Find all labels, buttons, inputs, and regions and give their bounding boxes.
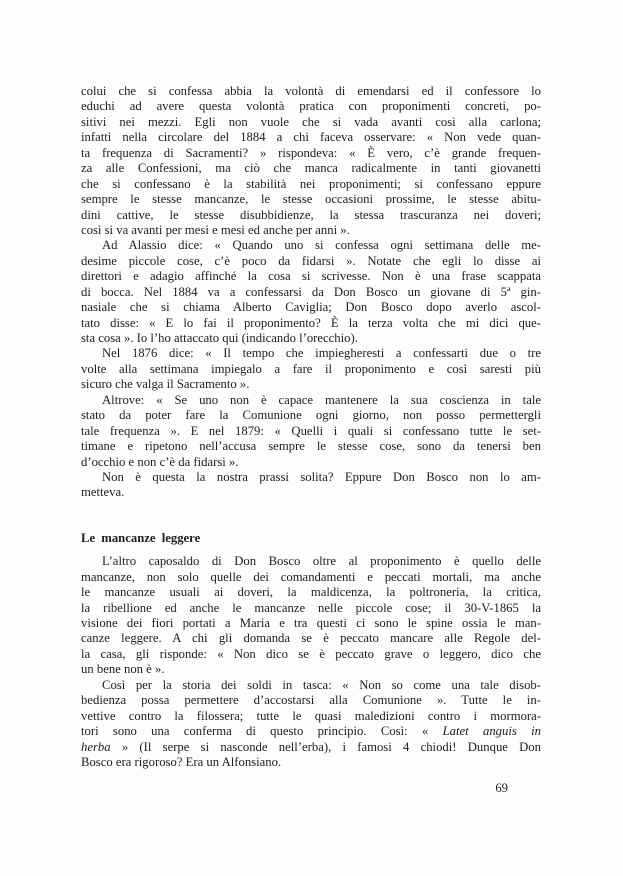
text-line: di bocca. Nel 1884 va a confessarsi da Don Bosco un giovane di 5ª gin- bbox=[81, 284, 541, 299]
text-line: tale frequenza ». E nel 1879: « Quelli i quali si confessano tutte le set- bbox=[81, 423, 541, 438]
text-line: la casa, gli risponde: « Non dico se è peccato grave o leggero, dico che bbox=[81, 646, 541, 661]
text-line: sta cosa ». Io l’ho attaccato qui (indicando l’orecchio). bbox=[81, 331, 358, 345]
text-line: Bosco era rigoroso? Era un Alfonsiano. bbox=[81, 754, 282, 769]
paragraph-6 bbox=[81, 554, 541, 678]
paragraph-1 bbox=[81, 84, 541, 238]
text-line: timane e ripetono nell’accusa sempre le stesse cose, sono da tenersi ben bbox=[81, 439, 541, 454]
text-line: tato disse: « E lo fai il proponimento? È la terza volta che mi dici que- bbox=[81, 315, 541, 330]
text-line: sitivi nei mezzi. Egli non vuole che si vada avanti così alla carlona; bbox=[81, 114, 541, 129]
page-number: 69 bbox=[495, 781, 508, 796]
italic-latin-phrase: Latet anguis in bbox=[442, 724, 541, 739]
text-line: vettive contro la filossera; tutte le quasi maledizioni contro i mormora- bbox=[81, 708, 541, 723]
paragraph-5 bbox=[81, 470, 541, 501]
text-line bbox=[81, 724, 541, 739]
page-content bbox=[81, 84, 541, 797]
text-line: direttori e adagio affinché la cosa si scrivesse. Non è una frase scappata bbox=[81, 269, 541, 284]
text-line: volte alla settimana impiegalo a fare il proponimento e così saresti più bbox=[81, 361, 541, 376]
text-line: L’altro caposaldo di Don Bosco oltre al proponimento è quello delle bbox=[102, 554, 541, 569]
text-line: infatti nella circolare del 1884 a chi faceva osservare: « Non vede quan- bbox=[81, 130, 541, 145]
text-line: Così per la storia dei soldi in tasca: « Non so come una tale disob- bbox=[102, 677, 541, 692]
text-line: sempre le stesse mancanze, le stesse occasioni prossime, le stesse abitu- bbox=[81, 192, 541, 207]
text-line: metteva. bbox=[81, 485, 125, 500]
text-line: visione dei fiori portati a Maria e tra questi ci sono le spine ossia le man- bbox=[81, 616, 541, 631]
text-line: desime piccole cose, c’è poco da fidarsi ». Notate che egli lo disse ai bbox=[81, 253, 541, 268]
italic-latin-phrase: herba bbox=[81, 739, 111, 754]
text-line: educhi ad avere questa volontà pratica con proponimenti concreti, po- bbox=[81, 99, 541, 114]
text-line: nasiale che si chiama Alberto Caviglia; Don Bosco dopo averlo ascol- bbox=[81, 300, 541, 315]
text-line: canze leggere. A chi gli domanda se è peccato mancare alle Regole del- bbox=[81, 631, 541, 646]
text-line: le mancanze usuali ai doveri, la maldicenza, la poltroneria, la critica, bbox=[81, 585, 541, 600]
section-heading: Le mancanze leggere bbox=[81, 530, 201, 545]
text-line: mancanze, non solo quelle dei comandamenti e peccati mortali, ma anche bbox=[81, 569, 541, 584]
text-line: za alle Confessioni, ma ciò che manca radicalmente in tanti giovanetti bbox=[81, 161, 541, 176]
text-line: ta frequenza di Sacramenti? » rispondeva: « È vero, c’è grande frequen- bbox=[81, 145, 541, 160]
text-line: Nel 1876 dice: « Il tempo che impiegheresti a confessarti due o tre bbox=[102, 346, 541, 361]
text-line: stato da poter fare la Comunione ogni giorno, non posso permettergli bbox=[81, 408, 541, 423]
text-segment: » (Il serpe si nasconde nell’erba), i famosi 4 chiodi! Dunque Don bbox=[110, 739, 541, 754]
text-line: Altrove: « Se uno non è capace mantenere la sua coscienza in tale bbox=[102, 392, 541, 407]
text-line: un bene non è ». bbox=[81, 662, 165, 677]
text-line bbox=[81, 740, 541, 755]
paragraph-2 bbox=[81, 238, 541, 346]
paragraph-3 bbox=[81, 346, 541, 392]
text-line: d’occhio e non c’è da fidarsi ». bbox=[81, 454, 239, 469]
text-line: dini cattive, le stesse disubbidienze, la stessa trascuranza nei doveri; bbox=[81, 207, 541, 222]
paragraph-4 bbox=[81, 393, 541, 470]
text-line: che si confessano è la stabilità nei proponimenti; si confessano eppure bbox=[81, 176, 541, 191]
text-line: Ad Alassio dice: « Quando uno si confessa ogni settimana delle me- bbox=[102, 238, 541, 253]
text-line: bedienza possa permettere d’accostarsi alla Comunione ». Tutte le in- bbox=[81, 693, 541, 708]
text-line: sicuro che valga il Sacramento ». bbox=[81, 377, 250, 392]
text-line: colui che si confessa abbia la volontà di emendarsi ed il confessore lo bbox=[81, 84, 541, 98]
text-segment: tori sono una conferma di questo principio. Così: « bbox=[81, 724, 443, 739]
text-line: Non è questa la nostra prassi solita? Eppure Don Bosco non lo am- bbox=[102, 469, 541, 484]
text-line: così si va avanti per mesi e mesi ed anche per anni ». bbox=[81, 222, 350, 237]
text-line: la ribellione ed anche le mancanze nelle piccole cose; il 30-V-1865 la bbox=[81, 600, 541, 615]
paragraph-7 bbox=[81, 678, 541, 771]
